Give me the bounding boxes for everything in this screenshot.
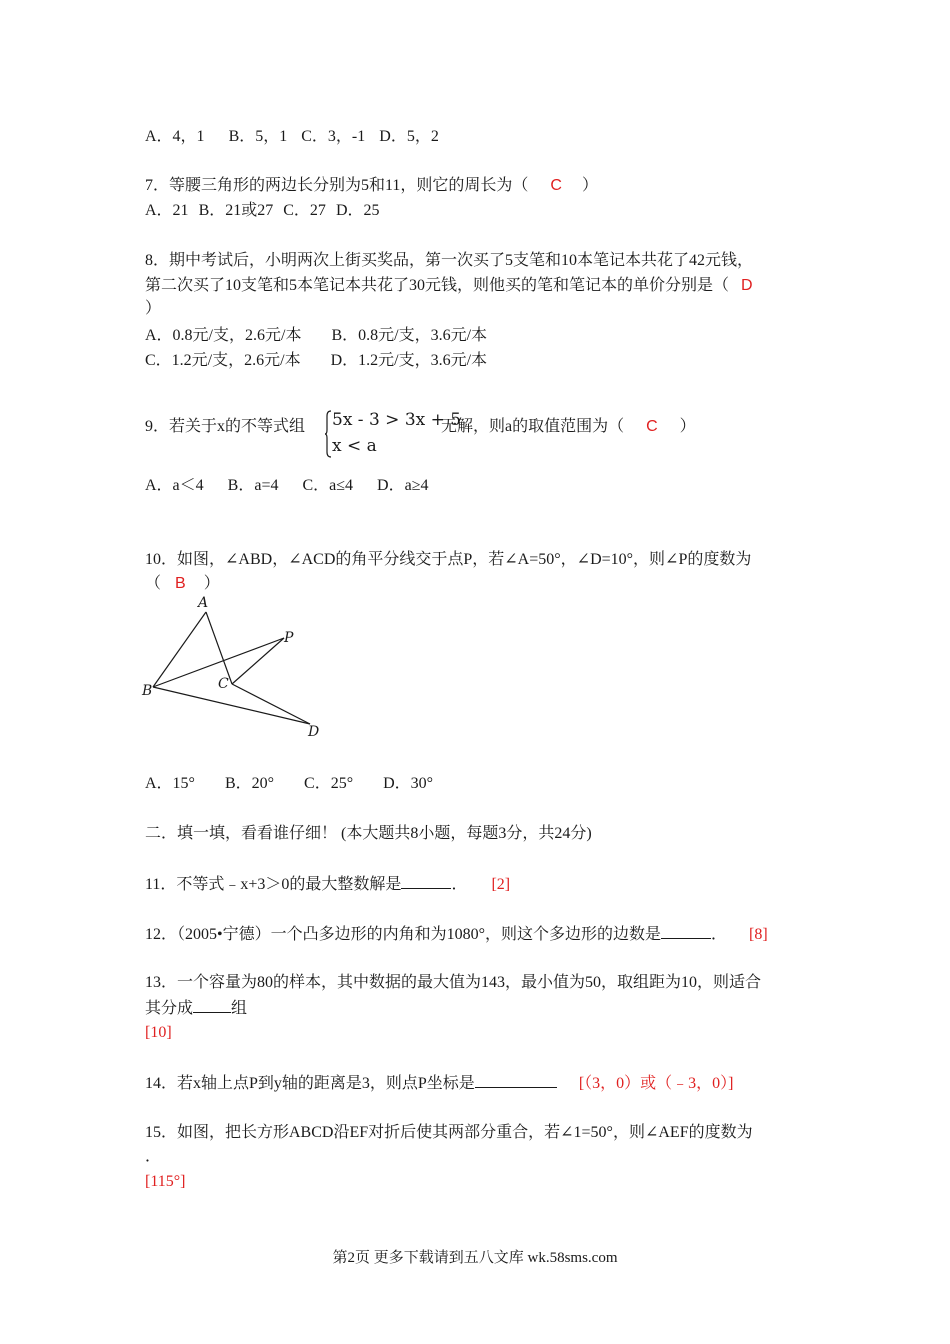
q7-options [145, 201, 380, 221]
q7-option-c: C．27 [283, 202, 326, 219]
section-2-heading: 二．填一填，看看谁仔细！ (本大题共8小题，每题3分，共24分) [145, 825, 592, 842]
q15-line2: ． [145, 1148, 162, 1165]
label-p: P [284, 630, 294, 646]
q9-inequality-1: 5x - 3 > 3x + 5 [332, 410, 462, 430]
q7-answer: C [550, 177, 562, 194]
q11: 11．不等式﹣x+3＞0的最大整数解是 ． [2] [145, 876, 511, 893]
q15-answer: [115°] [145, 1173, 186, 1190]
q7-option-d: D．25 [335, 202, 380, 219]
q8-close: ） [145, 300, 162, 317]
q7-stem: 7．等腰三角形的两边长分别为5和11，则它的周长为（ C ） [145, 177, 598, 194]
q10-line1: 10．如图，∠ABD，∠ACD的角平分线交于点P，若∠A=50°，∠D=10°，则∠P的度数为 [145, 551, 752, 568]
q14-blank [475, 1073, 557, 1088]
q13-line2: 其分成 组 [145, 1000, 248, 1017]
q6-option-c: C．3，-1 [301, 128, 366, 145]
q7-option-a: A．21 [145, 202, 189, 219]
q13-line1: 13．一个容量为80的样本，其中数据的最大值为143，最小值为50，取组距为10，则适合 [145, 974, 762, 991]
q8-options-row2 [145, 351, 487, 371]
label-d: D [308, 724, 320, 740]
q9-stem-after: 无解，则a的取值范围为（ C ） [441, 418, 696, 435]
q10-figure [140, 594, 330, 744]
q8-option-d: D．1.2元/支，3.6元/本 [330, 352, 488, 369]
label-b: B [142, 683, 153, 699]
left-brace-icon [325, 410, 331, 458]
q10-answer-line: （ B ） [145, 575, 220, 592]
label-c: C [218, 676, 229, 692]
q9-answer: C [646, 418, 658, 435]
q6-option-b: B．5，1 [228, 128, 288, 145]
page-footer: 第2页 更多下载请到五八文库 wk.58sms.com [332, 1250, 618, 1266]
segment-cd [232, 684, 310, 724]
q7-option-b: B．21或27 [198, 202, 274, 219]
q8-options-row1 [145, 326, 487, 346]
q8-option-b: B．0.8元/支，3.6元/本 [331, 327, 488, 344]
segment-cp [232, 638, 284, 684]
q14: 14．若x轴上点P到y轴的距离是3，则点P坐标是 [（3，0）或（﹣3，0）] [145, 1075, 734, 1092]
q8-answer: D [741, 277, 753, 294]
q9-stem-before: 9．若关于x的不等式组 [145, 418, 306, 435]
q12-answer: [8] [749, 926, 768, 943]
q12: 12．（2005•宁德）一个凸多边形的内角和为1080°，则这个多边形的边数是 ． [8] [145, 926, 768, 943]
q9-option-c: C．a≤4 [302, 477, 354, 494]
q6-option-d: D．5，2 [379, 128, 439, 145]
q8-option-a: A．0.8元/支，2.6元/本 [145, 327, 302, 344]
q10-option-b: B．20° [224, 775, 275, 792]
q8-option-c: C．1.2元/支，2.6元/本 [145, 352, 301, 369]
q10-option-a: A．15° [145, 775, 195, 792]
q10-answer: B [175, 575, 186, 592]
q6-option-a: A．4，1 [145, 128, 205, 145]
q10-option-c: C．25° [304, 775, 354, 792]
q9-option-d: D．a≥4 [377, 477, 429, 494]
q9-inequality-2: x < a [332, 436, 377, 456]
segment-bd [153, 687, 310, 724]
label-a: A [198, 595, 209, 611]
segment-ac [206, 612, 232, 684]
q10-options [145, 774, 433, 794]
q12-blank [661, 924, 711, 939]
q8-line1: 8．期中考试后，小明两次上街买奖品，第一次买了5支笔和10本笔记本共花了42元钱， [145, 252, 754, 269]
q9-option-b: B．a=4 [227, 477, 279, 494]
q9-option-a: A．a＜4 [145, 477, 204, 494]
q11-answer: [2] [491, 876, 511, 893]
q14-answer: [（3，0）或（﹣3，0）] [578, 1075, 734, 1092]
q11-blank [401, 874, 451, 889]
q15-line1: 15．如图，把长方形ABCD沿EF对折后使其两部分重合，若∠1=50°，则∠AEF的度数为 [145, 1124, 753, 1141]
q9-inequality-system [325, 408, 462, 460]
q13-answer: [10] [145, 1024, 172, 1041]
q6-options [145, 127, 439, 147]
q10-option-d: D．30° [383, 775, 434, 792]
q8-line2: 第二次买了10支笔和5本笔记本共花了30元钱，则他买的笔和笔记本的单价分别是（ D [145, 277, 753, 294]
q9-options [145, 476, 429, 496]
q13-blank [193, 998, 231, 1013]
segment-ba [153, 612, 206, 687]
